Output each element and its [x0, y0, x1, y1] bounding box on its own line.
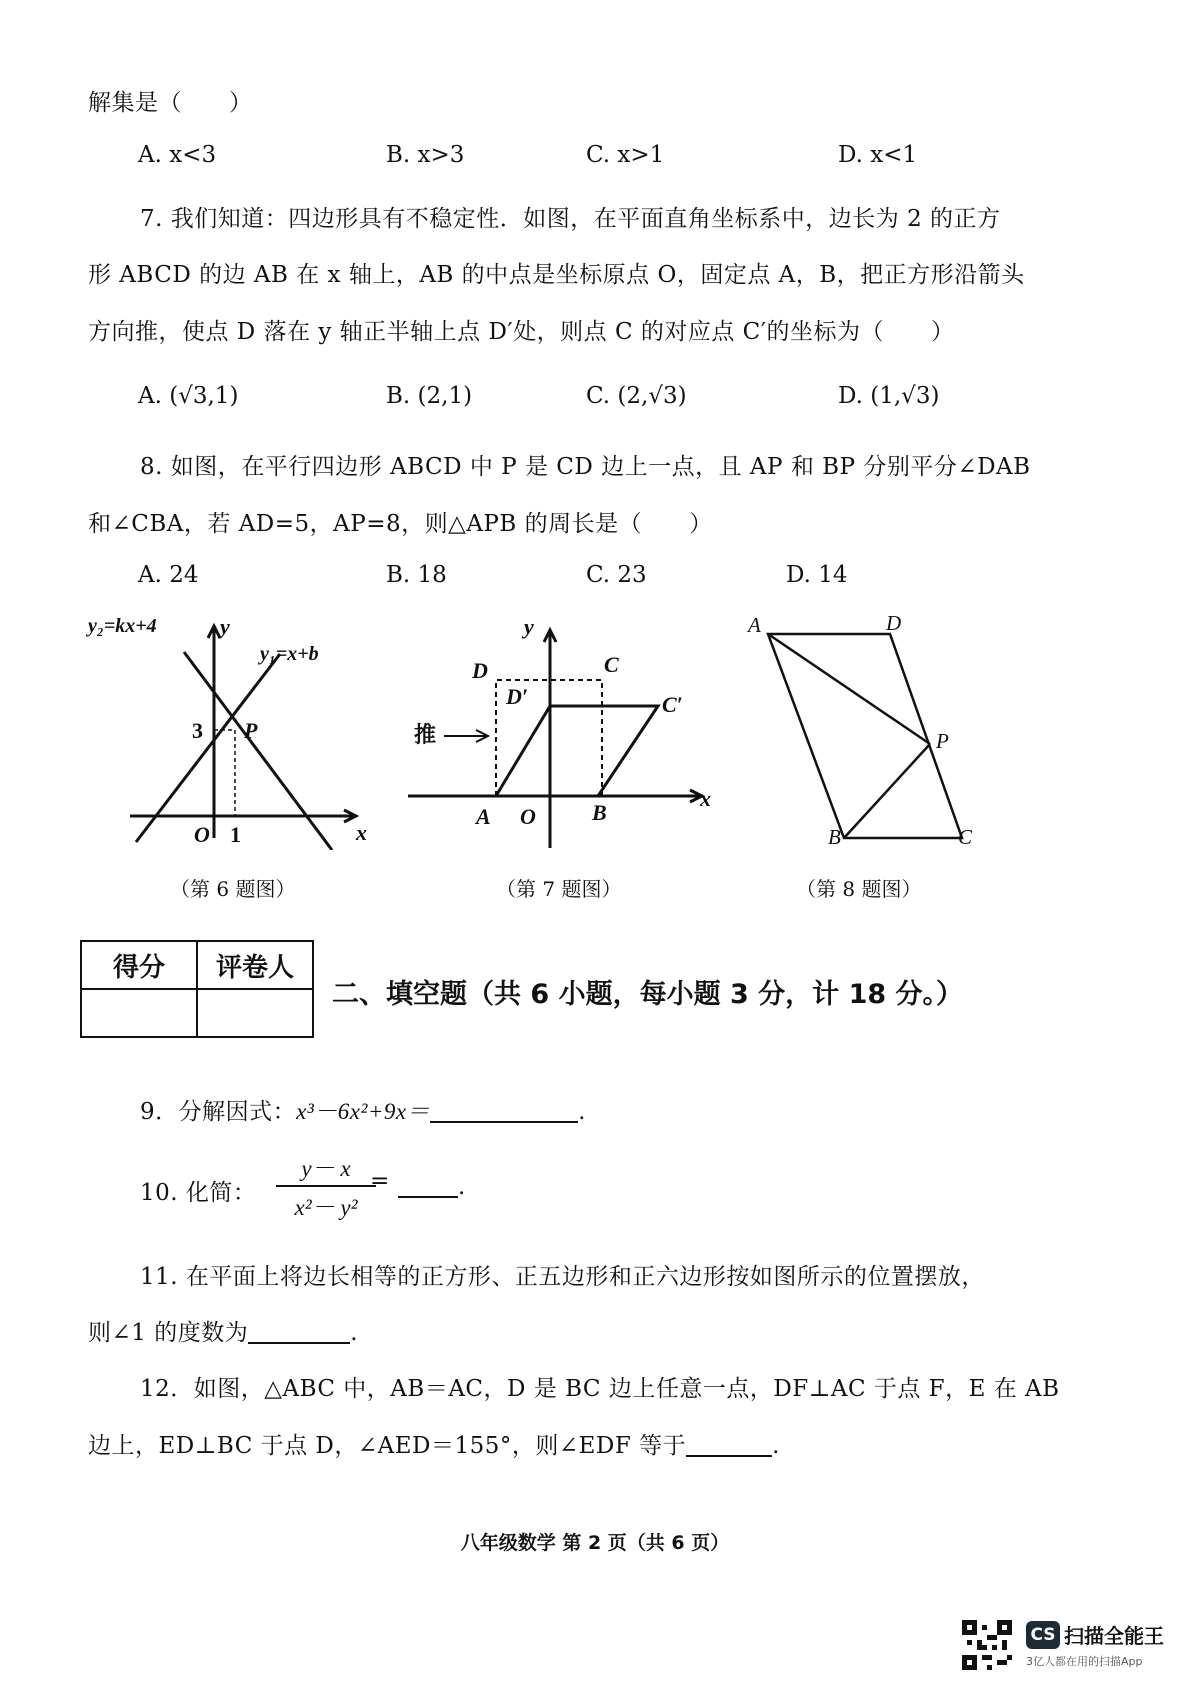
q6-option-a: A. x<3 — [138, 142, 217, 168]
fig7-parallelogram — [496, 706, 658, 796]
fig7-label-dprime: D′ — [506, 684, 529, 709]
fig6-label-y: y — [220, 614, 230, 639]
q10-end: . — [458, 1174, 466, 1200]
q9-answer-blank[interactable] — [430, 1099, 578, 1123]
fig8-segment-bp — [844, 744, 930, 838]
fig7-label-d: D — [472, 658, 488, 683]
q12-end: . — [772, 1433, 780, 1459]
q11-line2 — [88, 1314, 358, 1347]
q12-answer-blank[interactable] — [686, 1433, 772, 1457]
fig6-label-o: O — [194, 822, 210, 847]
scanner-logo-icon: CS — [1026, 1621, 1060, 1649]
fig6-label-y2: y₂=kx+4 — [88, 615, 157, 637]
q8-option-c: C. 23 — [586, 562, 647, 588]
scanner-app-name: 扫描全能王 — [1064, 1624, 1164, 1648]
fig7-label-cprime: C′ — [662, 692, 683, 717]
q7-line2: 形 ABCD 的边 AB 在 x 轴上，AB 的中点是坐标原点 O，固定点 A，B，把正方形沿箭头 — [88, 262, 1025, 288]
q7-option-c: C. (2,√3) — [586, 383, 687, 409]
fig6-label-y1: y₁=x+b — [260, 643, 319, 665]
q9-prefix: 9．分解因式： — [140, 1099, 297, 1125]
q10-fraction — [276, 1150, 376, 1222]
fig7-label-x: x — [700, 786, 711, 811]
page-footer: 八年级数学 第 2 页（共 6 页） — [460, 1532, 730, 1554]
q11-text: 则∠1 的度数为 — [88, 1320, 249, 1346]
fig7-label-b: B — [592, 800, 607, 825]
q11-line1: 11. 在平面上将边长相等的正方形、正五边形和正六边形按如图所示的位置摆放， — [140, 1264, 985, 1290]
fig7-label-a: A — [476, 804, 491, 829]
score-header: 得分 — [81, 941, 197, 989]
q6-option-b: B. x>3 — [386, 142, 465, 168]
q7-option-d: D. (1,√3) — [838, 383, 940, 409]
q11-end: . — [350, 1320, 359, 1346]
figure-6-caption: （第 6 题图） — [170, 877, 296, 901]
q8-option-b: B. 18 — [386, 562, 447, 588]
q10-prefix: 10. 化简： — [140, 1180, 257, 1206]
figure-7-diagram — [404, 610, 724, 850]
figure-6-diagram — [84, 610, 384, 850]
scanner-slogan: 3亿人都在用的扫描App — [1026, 1655, 1143, 1668]
q12-line2 — [88, 1427, 780, 1460]
fig8-label-d: D — [886, 611, 902, 635]
score-cell[interactable] — [81, 989, 197, 1037]
section-2-title: 二、填空题（共 6 小题，每小题 3 分，计 18 分。） — [332, 979, 964, 1010]
q8-option-d: D. 14 — [786, 562, 848, 588]
q10-numerator: y－ x — [276, 1150, 376, 1187]
scanner-watermark — [1026, 1620, 1164, 1669]
qr-code-icon — [962, 1620, 1012, 1670]
fig8-segment-ap — [768, 634, 930, 744]
fig8-label-p: P — [936, 729, 949, 753]
score-table — [80, 940, 314, 1038]
fig6-label-p: P — [244, 718, 258, 743]
fig8-parallelogram — [768, 634, 962, 838]
q8-line2: 和∠CBA，若 AD=5，AP=8，则△APB 的周长是（ ） — [88, 511, 713, 537]
fig7-label-o: O — [520, 804, 536, 829]
q7-option-b: B. (2,1) — [386, 383, 473, 409]
figure-8-caption: （第 8 题图） — [796, 877, 922, 901]
q10-denominator: x²－ y² — [294, 1195, 358, 1220]
fig7-label-y: y — [524, 614, 534, 639]
q10-equals: = — [370, 1168, 390, 1194]
figure-7-caption: （第 7 题图） — [496, 877, 622, 901]
q6-tail: 解集是（ ） — [88, 90, 253, 116]
q9-end: . — [578, 1099, 586, 1125]
q8-line1: 8. 如图，在平行四边形 ABCD 中 P 是 CD 边上一点，且 AP 和 BP 分别平分∠DAB — [140, 454, 1031, 480]
fig7-label-c: C — [604, 652, 619, 677]
q10-answer-line — [398, 1174, 466, 1200]
q12-line1: 12．如图，△ABC 中，AB＝AC，D 是 BC 边上任意一点，DF⊥AC 于点 F，E 在 AB — [140, 1376, 1060, 1402]
fig6-label-three: 3 — [192, 718, 203, 743]
q7-line3: 方向推，使点 D 落在 y 轴正半轴上点 D′处，则点 C 的对应点 C′的坐标为（ ） — [88, 319, 955, 345]
q12-text: 边上，ED⊥BC 于点 D，∠AED＝155°，则∠EDF 等于 — [88, 1433, 687, 1459]
fig6-label-one: 1 — [230, 822, 241, 847]
q7-option-a: A. (√3,1) — [138, 383, 239, 409]
grader-header: 评卷人 — [197, 941, 313, 989]
grader-cell[interactable] — [197, 989, 313, 1037]
fig8-label-c: C — [958, 825, 973, 849]
figure-8-diagram — [744, 610, 1004, 850]
q7-line1: 7. 我们知道：四边形具有不稳定性．如图，在平面直角坐标系中，边长为 2 的正方 — [140, 206, 1001, 232]
q10-answer-blank[interactable] — [398, 1174, 458, 1198]
fig8-label-a: A — [748, 613, 761, 637]
q11-answer-blank[interactable] — [248, 1320, 350, 1344]
q9-expression: x³－6x²+9x＝ — [296, 1099, 431, 1124]
q9 — [140, 1093, 586, 1126]
fig6-label-x: x — [356, 820, 367, 845]
q8-option-a: A. 24 — [138, 562, 199, 588]
q6-option-d: D. x<1 — [838, 142, 918, 168]
q6-option-c: C. x>1 — [586, 142, 665, 168]
fig8-label-b: B — [828, 825, 841, 849]
fig7-label-push: 推 — [414, 722, 437, 747]
